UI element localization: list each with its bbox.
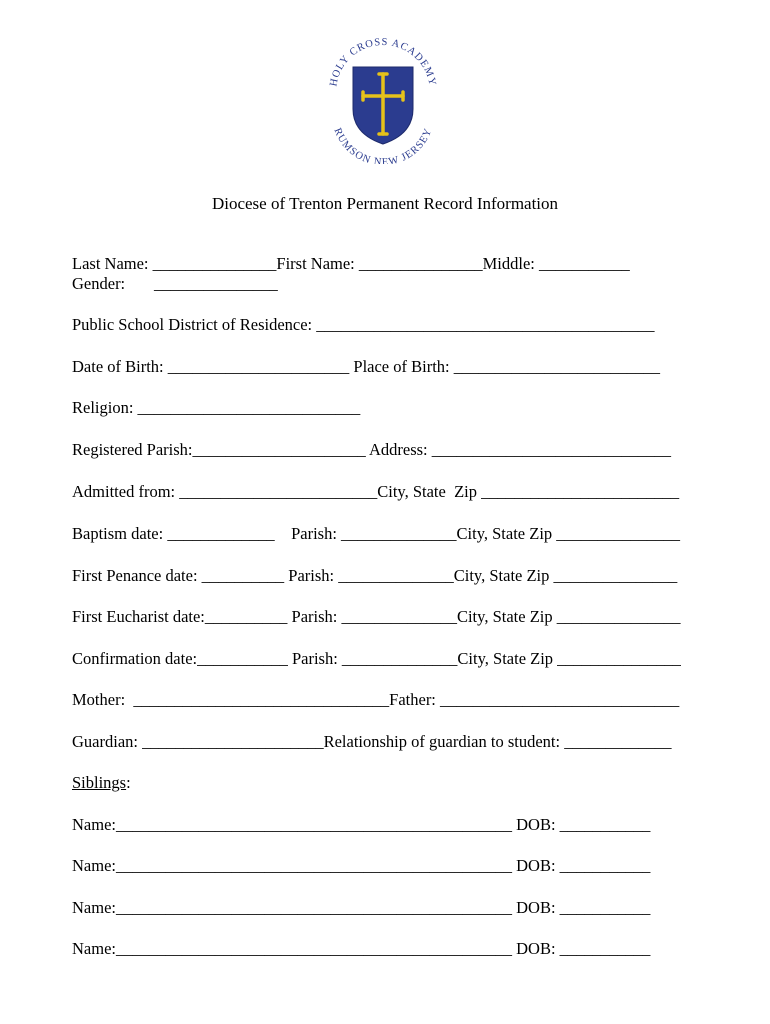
first-penance-line[interactable]: First Penance date: __________ Parish: ______________City, State Zip _______________ [72, 566, 678, 585]
admitted-from-line[interactable]: Admitted from: ________________________City, State Zip ________________________ [72, 482, 680, 501]
birth-line[interactable]: Date of Birth: ______________________ Place of Birth: _________________________ [72, 357, 660, 376]
sibling-line[interactable]: Name:________________________________________________ DOB: ___________ [72, 856, 651, 875]
form-title: Diocese of Trenton Permanent Record Information [211, 194, 559, 213]
baptism-line[interactable]: Baptism date: _____________ Parish: ______________City, State Zip _______________ [72, 524, 681, 543]
guardian-line[interactable]: Guardian: ______________________Relationship of guardian to student: _____________ [72, 732, 672, 751]
gender-line[interactable]: Gender: _______________ [72, 274, 278, 293]
school-logo [318, 34, 448, 164]
school-district-line[interactable]: Public School District of Residence: _________________________________________ [72, 315, 655, 334]
sibling-line[interactable]: Name:________________________________________________ DOB: ___________ [72, 898, 651, 917]
siblings-heading [72, 773, 131, 793]
name-line[interactable]: Last Name: _______________First Name: _______________Middle: ___________ [72, 254, 630, 273]
logo-bottom-text: RUMSON NEW JERSEY [331, 126, 435, 164]
first-eucharist-line[interactable]: First Eucharist date:__________ Parish: ______________City, State Zip _______________ [72, 607, 681, 626]
religion-line[interactable]: Religion: ___________________________ [72, 398, 361, 417]
sibling-line[interactable]: Name:________________________________________________ DOB: ___________ [72, 815, 651, 834]
siblings-label: Siblings [72, 773, 127, 792]
logo-top-text: HOLY CROSS ACADEMY [328, 36, 438, 88]
registered-parish-line[interactable]: Registered Parish:_____________________ Address: _____________________________ [72, 440, 672, 459]
confirmation-line[interactable]: Confirmation date:___________ Parish: ______________City, State Zip _______________ [72, 649, 681, 668]
sibling-line[interactable]: Name:________________________________________________ DOB: ___________ [72, 939, 651, 958]
parents-line[interactable]: Mother: _______________________________Father: _____________________________ [72, 690, 680, 709]
siblings-colon: : [126, 773, 131, 792]
